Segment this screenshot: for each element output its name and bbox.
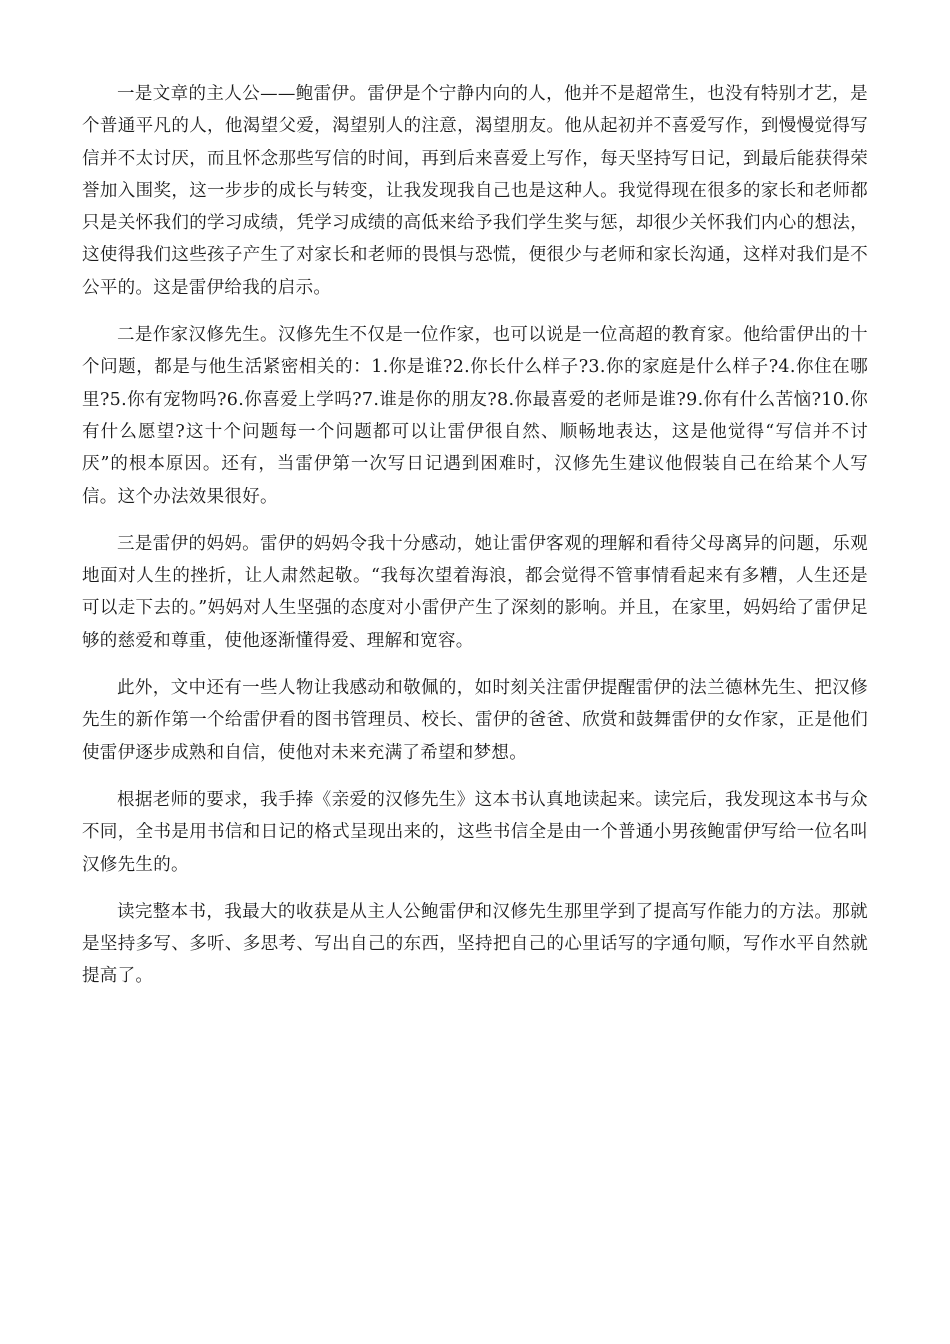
paragraph-other-characters: 此外，文中还有一些人物让我感动和敬佩的，如时刻关注雷伊提醒雷伊的法兰德林先生、把汉修先生的新作第一个给雷伊看的图书管理员、校长、雷伊的爸爸、欣赏和鼓舞雷伊的女作家，正是他们使雷伊逐步成熟和自信，使他对未来充满了希望和梦想。 (82, 678, 868, 763)
paragraph-book-format: 根据老师的要求，我手捧《亲爱的汉修先生》这本书认真地读起来。读完后，我发现这本书与众不同，全书是用书信和日记的格式呈现出来的，这些书信全是由一个普通小男孩鲍雷伊写给一位名叫汉修先生的。 (82, 789, 868, 875)
paragraph-protagonist: 一是文章的主人公——鲍雷伊。雷伊是个宁静内向的人，他并不是超常生，也没有特别才艺，是个普通平凡的人，他渴望父爱，渴望别人的注意，渴望朋友。他从起初并不喜爱写作，到慢慢觉得写信并不太讨厌，而且怀念那些写信的时间，再到后来喜爱上写作，每天坚持写日记，到最后能获得荣誉加入围奖，这一步步的成长与转变，让我发现我自己也是这种人。我觉得现在很多的家长和老师都只是关怀我们的学习成绩，凭学习成绩的高低来给予我们学生奖与惩，却很少关怀我们内心的想法，这使得我们这些孩子产生了对家长和老师的畏惧与恐慌，便很少与老师和家长沟通，这样对我们是不公平的。这是雷伊给我的启示。 (82, 84, 868, 298)
document-body (82, 78, 868, 1008)
paragraph-takeaway: 读完整本书，我最大的收获是从主人公鲍雷伊和汉修先生那里学到了提高写作能力的方法。那就是坚持多写、多听、多思考、写出自己的东西，坚持把自己的心里话写的字通句顺，写作水平自然就提高了。 (82, 901, 868, 987)
paragraph-mr-henshaw: 二是作家汉修先生。汉修先生不仅是一位作家，也可以说是一位高超的教育家。他给雷伊出的十个问题，都是与他生活紧密相关的：1.你是谁?2.你长什么样子?3.你的家庭是什么样子?4.你住在哪里?5.你有宠物吗?6.你喜爱上学吗?7.谁是你的朋友?8.你最喜爱的老师是谁?9.你有什么苦恼?10.你有什么愿望?这十个问题每一个问题都可以让雷伊很自然、顺畅地表达，这是他觉得“写信并不讨厌”的根本原因。还有，当雷伊第一次写日记遇到困难时，汉修先生建议他假装自己在给某个人写信。这个办法效果很好。 (82, 325, 868, 507)
paragraph-mother: 三是雷伊的妈妈。雷伊的妈妈令我十分感动，她让雷伊客观的理解和看待父母离异的问题，乐观地面对人生的挫折，让人肃然起敬。“我每次望着海浪，都会觉得不管事情看起来有多糟，人生还是可以走下去的。”妈妈对人生坚强的态度对小雷伊产生了深刻的影响。并且，在家里，妈妈给了雷伊足够的慈爱和尊重，使他逐渐懂得爱、理解和宽容。 (82, 533, 868, 651)
